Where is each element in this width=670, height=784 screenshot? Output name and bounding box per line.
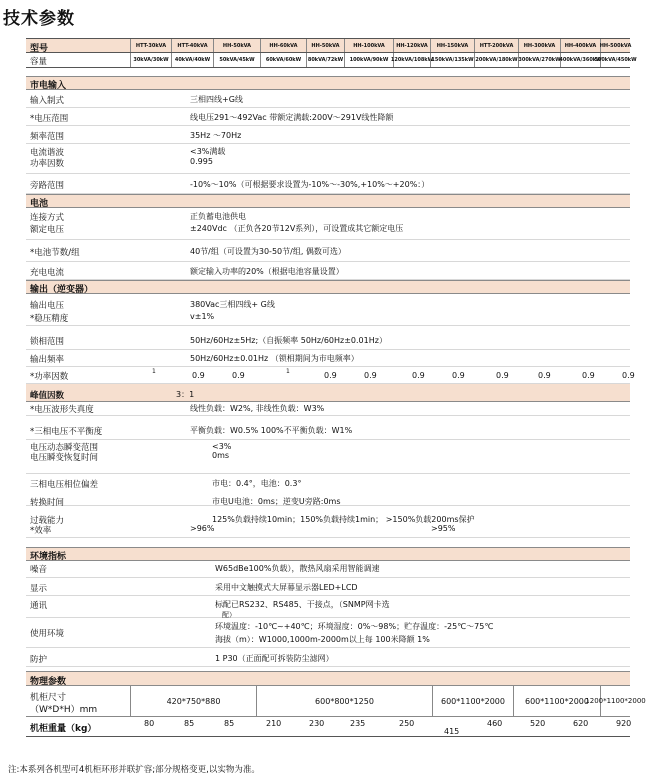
row-rated-voltage bbox=[26, 222, 630, 240]
output-pf-value: 0.9 bbox=[622, 371, 635, 380]
capacity-cell: 400kVA/360kW bbox=[560, 53, 600, 67]
row-recovery-time bbox=[26, 450, 630, 474]
output-pf-value: 0.9 bbox=[364, 371, 377, 380]
model-row bbox=[26, 38, 630, 53]
row-comm bbox=[26, 596, 630, 618]
unbalance-label: *三相电压不平衡度 bbox=[30, 427, 103, 437]
usage-value-2: 海拔（m）：W1000,1000m-2000m以上每 100米降额 1% bbox=[215, 635, 430, 644]
phase-offset-label: 三相电压相位偏差 bbox=[30, 480, 99, 490]
model-cell: HH-60kVA bbox=[260, 39, 306, 52]
wave-distortion-value: 线性负载：W2%, 非线性负载：W3% bbox=[190, 404, 325, 413]
capacity-cell: 120kVA/108kW bbox=[393, 53, 430, 67]
output-pf-value: 0.9 bbox=[192, 371, 205, 380]
cells-label: *电池节数/组 bbox=[30, 248, 80, 258]
capacity-cell: 50kVA/45kW bbox=[213, 53, 260, 67]
unbalance-value: 平衡负载：W0.5% 100%不平衡负载：W1% bbox=[190, 426, 353, 435]
usage-label: 使用环境 bbox=[30, 629, 65, 639]
output-pf-value: 0.9 bbox=[452, 371, 465, 380]
efficiency-right-value: >95% bbox=[431, 524, 456, 533]
precision-label: *稳压精度 bbox=[30, 314, 69, 324]
model-cell: HH-50kVA bbox=[306, 39, 344, 52]
model-cell: HH-100kVA bbox=[344, 39, 393, 52]
output-pf-value: 0.9 bbox=[412, 371, 425, 380]
capacity-cell: 80kVA/72kW bbox=[306, 53, 344, 67]
recovery-time-value: 0ms bbox=[212, 451, 230, 460]
output-pf-value: 0.9 bbox=[232, 371, 245, 380]
row-cells bbox=[26, 240, 630, 262]
usage-value: 环境温度：-10℃~+40℃；环境湿度：0%～98%；贮存温度：-25℃～75℃ bbox=[215, 622, 494, 631]
row-output-pf bbox=[26, 367, 635, 384]
row-current-harmonic bbox=[26, 144, 630, 156]
capacity-cell: 150kVA/135kW bbox=[430, 53, 474, 67]
row-bypass-range bbox=[26, 174, 630, 194]
model-cell: HH-50kVA bbox=[213, 39, 260, 52]
protection-label: 防护 bbox=[30, 655, 48, 665]
display-label: 显示 bbox=[30, 584, 48, 594]
model-cell: HH-300kVA bbox=[518, 39, 560, 52]
capacity-cell: 60kVA/60kW bbox=[260, 53, 306, 67]
input-mode-value: 三相四线+G线 bbox=[190, 95, 243, 104]
row-cabinet-size bbox=[26, 686, 646, 717]
output-pf-value: 1 bbox=[152, 368, 156, 375]
noise-label: 噪音 bbox=[30, 565, 48, 575]
model-cell: HTT-200kVA bbox=[474, 39, 518, 52]
output-pf-value: 0.9 bbox=[582, 371, 595, 380]
row-crest bbox=[26, 384, 630, 402]
capacity-cell: 500kVA/450kW bbox=[600, 53, 630, 67]
precision-value: v±1% bbox=[190, 312, 215, 321]
wave-distortion-label: *电压波形失真度 bbox=[30, 405, 94, 415]
freq-range-value: 35Hz ～70Hz bbox=[190, 131, 242, 140]
cabinet-weight-value: 85 bbox=[184, 719, 195, 728]
row-usage bbox=[26, 618, 630, 648]
output-pf-value: 0.9 bbox=[538, 371, 551, 380]
cabinet-size-value: 600*1100*2000 bbox=[432, 686, 513, 716]
cabinet-weight-value: 920 bbox=[616, 719, 632, 728]
model-cell: HH-500kVA bbox=[600, 39, 630, 52]
cabinet-weight-label: 机柜重量（kg） bbox=[30, 724, 97, 734]
cabinet-size-value: 1200*1100*2000 bbox=[600, 686, 630, 716]
spec-table bbox=[26, 38, 646, 737]
input-mode-label: 输入制式 bbox=[30, 96, 65, 106]
power-factor-label: 功率因数 bbox=[30, 159, 65, 169]
cabinet-size-label-2: （W*D*H）mm bbox=[30, 705, 98, 715]
section-environment: 环境指标 bbox=[26, 547, 630, 561]
row-protection bbox=[26, 648, 630, 667]
output-pf-value: 0.9 bbox=[324, 371, 337, 380]
cabinet-size-label: 机柜尺寸 bbox=[30, 693, 67, 703]
row-unbalance bbox=[26, 416, 630, 440]
recovery-time-label: 电压瞬变恢复时间 bbox=[30, 453, 99, 463]
row-display bbox=[26, 578, 630, 596]
cabinet-weight-value: 235 bbox=[350, 719, 366, 728]
row-voltage-range bbox=[26, 108, 630, 126]
bypass-range-value: -10%～10%（可根据要求设置为-10%～-30%,+10%～+20%：） bbox=[190, 180, 430, 189]
out-voltage-label: 输出电压 bbox=[30, 301, 65, 311]
freq-range-label: 频率范围 bbox=[30, 132, 65, 142]
capacity-cell: 100kVA/90kW bbox=[344, 53, 393, 67]
cabinet-weight-value: 460 bbox=[487, 719, 503, 728]
cabinet-weight-value: 415 bbox=[444, 727, 460, 736]
comm-value: 标配已RS232、RS485、干接点，（SNMP网卡选 bbox=[215, 600, 390, 609]
charge-current-label: 充电电流 bbox=[30, 268, 65, 278]
rated-voltage-value: ±240Vdc （正负各20节12V系列），可设置成其它额定电压 bbox=[190, 224, 404, 233]
row-transfer-time bbox=[26, 490, 630, 506]
output-pf-value: 0.9 bbox=[496, 371, 509, 380]
cabinet-weight-value: 620 bbox=[573, 719, 589, 728]
transfer-time-value: 市电U电池：0ms；逆变U旁路:0ms bbox=[212, 497, 341, 506]
row-phase-offset bbox=[26, 474, 630, 490]
row-cabinet-weight bbox=[26, 717, 630, 737]
capacity-cell: 40kVA/40kW bbox=[171, 53, 213, 67]
charge-current-value: 额定输入功率的20%（根据电池容量设置） bbox=[190, 267, 344, 276]
model-cell: HH-120kVA bbox=[393, 39, 430, 52]
overload-label: 过载能力 bbox=[30, 516, 65, 526]
lock-range-label: 锁相范围 bbox=[30, 337, 65, 347]
output-pf-value: 1 bbox=[286, 368, 290, 375]
row-power-factor bbox=[26, 156, 630, 174]
connection-value: 正负蓄电池供电 bbox=[190, 212, 246, 221]
cabinet-weight-value: 210 bbox=[266, 719, 282, 728]
cabinet-weight-value: 520 bbox=[530, 719, 546, 728]
voltage-range-label: *电压范围 bbox=[30, 114, 69, 124]
cabinet-size-value: 600*1100*2000 bbox=[513, 686, 600, 716]
row-wave-distortion bbox=[26, 402, 630, 416]
footnote: 注:本系列各机型可4机柜环形并联扩容;部分规格变更,以实物为准。 bbox=[8, 765, 260, 775]
capacity-cell: 200kVA/180kW bbox=[474, 53, 518, 67]
row-out-voltage bbox=[26, 294, 630, 310]
row-noise bbox=[26, 561, 630, 578]
cabinet-weight-value: 250 bbox=[399, 719, 415, 728]
comm-label: 通讯 bbox=[30, 601, 48, 611]
dynamic-range-label: 电压动态瞬变范围 bbox=[30, 443, 99, 453]
cabinet-weight-value: 80 bbox=[144, 719, 155, 728]
out-freq-value: 50Hz/60Hz±0.01Hz （锁相期间为市电频率） bbox=[190, 354, 359, 363]
row-input-mode bbox=[26, 90, 630, 108]
model-cell: HH-400kVA bbox=[560, 39, 600, 52]
capacity-cell: 300kVA/270kW bbox=[518, 53, 560, 67]
power-factor-value: 0.995 bbox=[190, 157, 213, 166]
output-pf-label: *功率因数 bbox=[30, 372, 69, 382]
capacity-row bbox=[26, 53, 637, 68]
out-voltage-value: 380Vac三相四线+ G线 bbox=[190, 300, 275, 309]
overload-value: 125%负载持续10min；150%负载持续1min； >150%负载200ms保护 bbox=[212, 515, 475, 524]
rated-voltage-label: 额定电压 bbox=[30, 225, 65, 235]
out-freq-label: 输出频率 bbox=[30, 355, 65, 365]
dynamic-range-value: <3% bbox=[212, 442, 232, 451]
capacity-cell: 30kVA/30kW bbox=[130, 53, 171, 67]
cabinet-size-value: 420*750*880 bbox=[130, 686, 256, 716]
row-charge-current bbox=[26, 262, 630, 280]
section-output: 输出（逆变器） bbox=[26, 280, 630, 294]
row-lock-range bbox=[26, 326, 630, 350]
cells-value: 40节/组（可设置为30-50节/组, 偶数可选） bbox=[190, 247, 346, 256]
voltage-range-value: 线电压291～492Vac 带额定满载:200V～291V线性降额 bbox=[190, 113, 394, 122]
model-label: 型号 bbox=[30, 44, 49, 54]
row-precision bbox=[26, 310, 630, 326]
page-title: 技术参数 bbox=[3, 9, 75, 29]
cabinet-size-value: 600*800*1250 bbox=[256, 686, 432, 716]
current-harmonic-value: <3%满载 bbox=[190, 147, 226, 156]
cabinet-weight-value: 230 bbox=[309, 719, 325, 728]
cabinet-weight-value: 85 bbox=[224, 719, 235, 728]
row-freq-range bbox=[26, 126, 630, 144]
efficiency-left-value: >96% bbox=[190, 524, 215, 533]
crest-label: 峰值因数 bbox=[30, 391, 65, 401]
row-efficiency bbox=[26, 524, 630, 538]
section-mains-input: 市电输入 bbox=[26, 76, 630, 90]
row-connection bbox=[26, 208, 630, 222]
efficiency-label: *效率 bbox=[30, 526, 52, 536]
display-value: 采用中文触摸式大屏幕显示器LED+LCD bbox=[215, 583, 358, 592]
phase-offset-value: 市电：0.4°，电池：0.3° bbox=[212, 479, 302, 488]
model-cell: HTT-40kVA bbox=[171, 39, 213, 52]
section-battery: 电池 bbox=[26, 194, 630, 208]
transfer-time-label: 转换时间 bbox=[30, 498, 65, 508]
model-cell: HH-150kVA bbox=[430, 39, 474, 52]
row-dynamic-range bbox=[26, 440, 630, 453]
lock-range-value: 50Hz/60Hz±5Hz;（自振频率 50Hz/60Hz±0.01Hz） bbox=[190, 336, 387, 345]
bypass-range-label: 旁路范围 bbox=[30, 181, 65, 191]
current-harmonic-label: 电流谐波 bbox=[30, 148, 65, 158]
noise-value: W65dBe100%负载），散热风扇采用智能调速 bbox=[215, 564, 380, 573]
row-overload bbox=[26, 506, 630, 524]
comm-value-2: 配） bbox=[222, 611, 236, 619]
row-out-freq bbox=[26, 350, 630, 367]
capacity-label: 容量 bbox=[30, 57, 48, 67]
crest-value: 3：1 bbox=[176, 390, 195, 399]
connection-label: 连接方式 bbox=[30, 213, 65, 223]
model-cell: HTT-30kVA bbox=[130, 39, 171, 52]
section-physical: 物理参数 bbox=[26, 671, 630, 686]
protection-value: 1 P30（正面配可拆装防尘滤网） bbox=[215, 654, 334, 663]
